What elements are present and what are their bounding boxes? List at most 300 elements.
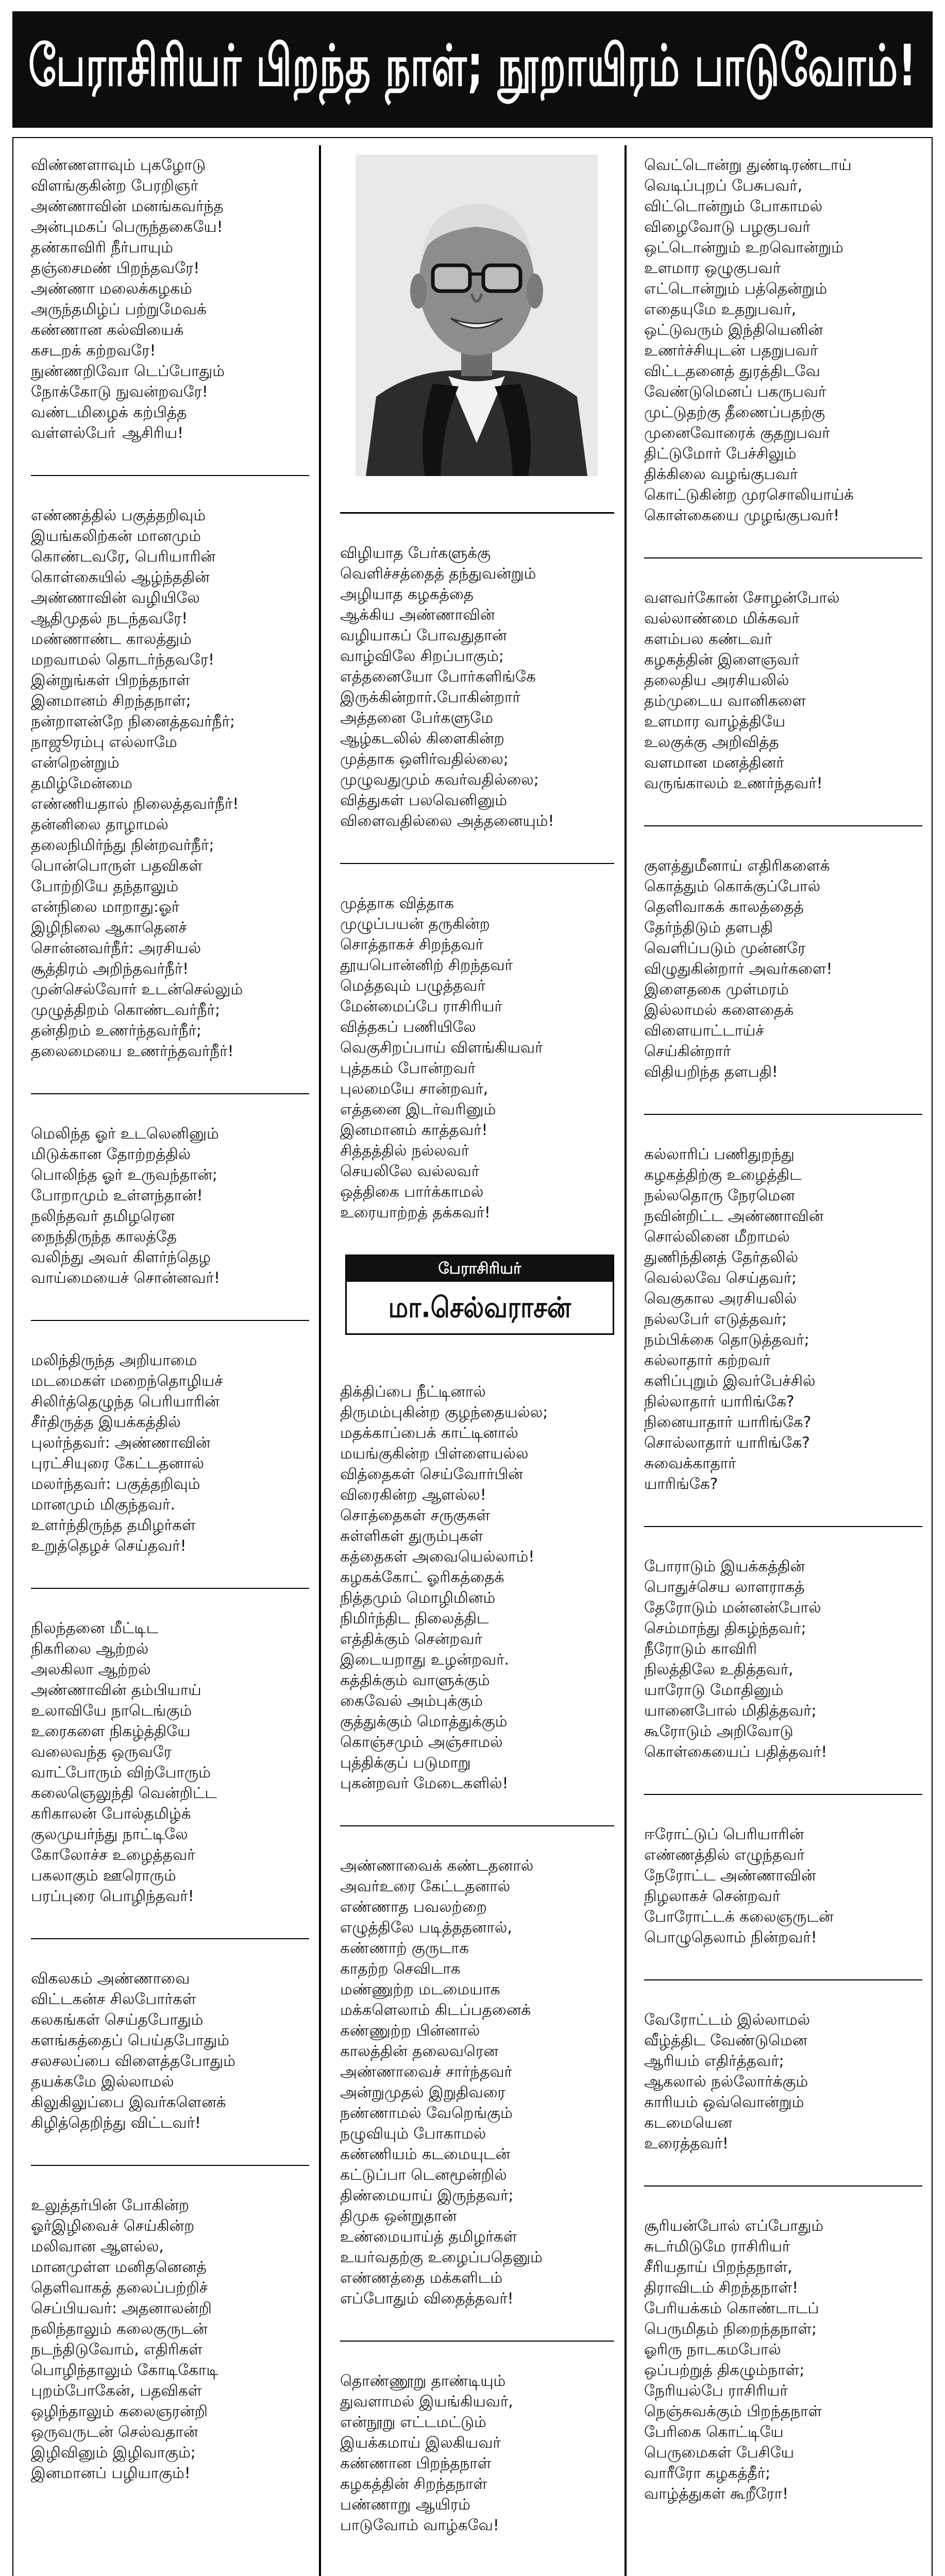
poem-line: புரட்சியுரை கேட்டதனால்	[31, 1454, 205, 1472]
poem-line: இன்றுங்கள் பிறந்தநாள்	[31, 671, 190, 689]
poem-line: போறாமும் உள்ளந்தான்!	[31, 1187, 203, 1204]
poem-line: உலாவியே நாடெங்கும்	[31, 1702, 192, 1719]
poem-line: அவர்உரை கேட்டதனால்	[340, 1877, 511, 1895]
poem-line: கொள்கையை முழங்குபவர்!	[644, 506, 840, 524]
poem-line: ஒட்டொன்றும் உறவொன்றும்	[644, 239, 843, 256]
poem-line: இனமானம் காத்தவர்!	[340, 1121, 488, 1139]
poem-line: தேரோடும் மன்னன்போல்	[644, 1599, 821, 1616]
poem-line: முன்செல்வோர் உடன்செல்லும்	[31, 980, 243, 998]
poem-line: நேரியல்பே ராசிரியர்	[644, 2382, 788, 2399]
poem-line: ஒழிந்தாலும் கலைஞரன்றி	[31, 2402, 208, 2420]
poem-line: முழுத்திறம் கொண்டவர்நீர்;	[31, 1001, 221, 1019]
poem-line: அழியாத கழகத்தை	[340, 585, 474, 603]
poem-stanza	[644, 1144, 922, 1494]
poem-line: கைவேல் அம்புக்கும்	[340, 1692, 483, 1709]
poem-line: சொத்தாகச் சிறந்தவர்	[340, 936, 484, 953]
poem-line: ஒத்திகை பார்க்காமல்	[340, 1183, 484, 1200]
poem-line: உலகுக்கு அறிவித்த	[644, 733, 779, 751]
poem-line: புகன்றவர் மேடைகளில்!	[340, 1774, 509, 1792]
poem-line: விட்டகன்ச சிலபோர்கள்	[31, 1990, 196, 2008]
poem-line: தெளிவாகத் தலைப்பற்றிச்	[31, 2279, 208, 2296]
poem-line: இயக்கமாய் இலகியவர்	[340, 2434, 501, 2451]
poem-line: வாய்மையைச் சொன்னவர்!	[31, 1269, 220, 1286]
poem-line: பகலாகும் ஊரொரும்	[31, 1867, 176, 1884]
poem-line: புத்தகம் போன்றவர்	[340, 1059, 476, 1077]
poem-line: நல்லதொரு நேரமென	[644, 1187, 795, 1204]
poem-line: சுள்ளிகள் துரும்புகள்	[340, 1527, 483, 1545]
poem-line: புத்திக்குப் படுமாறு	[340, 1754, 471, 1771]
poem-line: நிலந்தனை மீட்டிட	[31, 1619, 159, 1637]
poem-line: செயலிலே வல்லவர்	[340, 1162, 480, 1180]
poem-line: நாஜூரம்பு எல்லாமே	[31, 733, 177, 751]
poem-line: பாடுவோம் வாழ்கவே!	[340, 2516, 499, 2534]
poem-line: சூத்திரம் அறிந்தவர்நீர்!	[31, 960, 189, 977]
poem-line: சொல்லாதார் யாரிங்கே?	[644, 1434, 810, 1451]
poem-line: நன்றாளன்றே நினைத்தவர்நீர்;	[31, 713, 235, 730]
poem-stanza	[340, 1855, 614, 2309]
poem-line: களம்பல கண்டவர்	[644, 630, 772, 648]
stanza-separator	[644, 1979, 922, 1980]
poem-stanza	[340, 2370, 614, 2535]
poem-line: இனமானப் பழியாகும்!	[31, 2464, 191, 2482]
poem-line: உளமார வாழ்த்தியே	[644, 713, 786, 730]
poem-line: கொட்டுகின்ற முரசொலியாய்க்	[644, 486, 854, 503]
poem-line: பொழிந்தாலும் கோடிகோடி	[31, 2361, 218, 2379]
poem-line: நைந்திருந்த காலத்தே	[31, 1228, 177, 1245]
poem-line: விழுதுகின்றார் அவர்களை!	[644, 960, 833, 977]
poem-line: விட்டதனைத் துரத்திடவே	[644, 362, 820, 380]
poem-line: இளைதகை முள்மரம்	[644, 980, 789, 998]
poem-line: எண்ணியதால் நிலைத்தவர்நீர்!	[31, 795, 239, 812]
poem-line: கத்திக்கும் வாளுக்கும்	[340, 1671, 490, 1689]
poem-line: முழுப்பயன் தருகின்ற	[340, 915, 490, 933]
poem-line: வித்துகள் பலவெனினும்	[340, 791, 508, 809]
poem-line: யானைபோல் மிதித்தவர்;	[644, 1702, 817, 1719]
poem-line: நேரோட்ட அண்ணாவின்	[644, 1867, 816, 1884]
poem-line: என்றென்றும்	[31, 754, 120, 771]
poem-line: வலைவந்த ஒருவரே	[31, 1743, 172, 1760]
poem-stanza	[31, 505, 309, 1061]
author-portrait	[356, 155, 598, 476]
poem-line: தன்திறம் உணர்ந்தவர்நீர்;	[31, 1022, 201, 1039]
poem-line: நிலத்திலே உதித்தவர்,	[644, 1660, 794, 1678]
poem-line: சொன்னவர்நீர்: அரசியல்	[31, 939, 201, 957]
stanza-separator	[340, 1825, 614, 1826]
poem-line: எத்தனை இடர்வரினும்	[340, 1100, 496, 1118]
poem-line: வெடிப்புறப் பேசுபவர்,	[644, 177, 803, 194]
poem-line: வெகுசிறப்பாய் விளங்கியவர்	[340, 1039, 543, 1056]
poem-line: கட்டுப்பா டெனமூன்றில்	[340, 2166, 507, 2183]
poem-line: ஈரோட்டுப் பெரியாரின்	[644, 1825, 804, 1843]
poem-line: அண்ணாவின் மனங்கவர்ந்த	[31, 197, 224, 215]
poem-line: மதக்காப்பைக் காட்டினால்	[340, 1424, 518, 1442]
poem-line: கொள்கையில் ஆழ்ந்ததின்	[31, 568, 210, 586]
poem-line: மானமும் மிகுந்தவர்.	[31, 1496, 175, 1513]
poem-line: புறம்போகேன், பதவிகள்	[31, 2382, 202, 2399]
stanza-separator	[31, 475, 309, 476]
poem-line: இல்லாமல் களைதைக்	[644, 1001, 794, 1019]
poem-line: தம்முடைய வானிகளை	[644, 692, 806, 709]
title-banner	[12, 11, 933, 128]
poem-line: நெஞ்சுவக்கும் பிறந்தநாள்	[644, 2402, 822, 2420]
poem-line: பண்ணாறு ஆயிரம்	[340, 2496, 471, 2513]
poem-line: சொல்லினை மீறாமல்	[644, 1228, 790, 1245]
poem-line: எட்டொன்றும் பத்தென்றும்	[644, 280, 828, 297]
poem-stanza	[31, 1350, 309, 1556]
poem-line: வெல்லவே செய்தவர்;	[644, 1269, 797, 1286]
poem-line: நம்பிக்கை தொடுத்தவர்;	[644, 1331, 809, 1348]
poem-line: மறவாமல் தொடர்ந்தவரே!	[31, 651, 214, 668]
poem-line: சித்தத்தில் நல்லவர்	[340, 1142, 469, 1159]
poem-line: எதையுமே உதறுபவர்,	[644, 300, 797, 318]
poem-line: தமிழ்மேன்மை	[31, 774, 132, 792]
poem-line: விகலகம் அண்ணாவை	[31, 1970, 190, 1987]
poem-stanza	[31, 2195, 309, 2483]
poem-line: வெட்டொன்று துண்டிரண்டாய்	[644, 156, 852, 174]
poem-line: தெளிவாகக் காலத்தைத்	[644, 898, 804, 916]
poem-line: கசடறக் கற்றவரே!	[31, 342, 156, 359]
poem-line: எத்தனையோ போர்களிங்கே	[340, 668, 536, 685]
poem-line: ஒட்டுவரும் இந்தியெனின்	[644, 321, 823, 338]
poem-line: உணர்ச்சியுடன் பதறுபவர்	[644, 342, 818, 359]
stanza-separator	[340, 863, 614, 864]
poem-line: நலிந்தவர் தமிழரென	[31, 1207, 175, 1225]
poem-line: சிலிர்த்தெழுந்த பெரியாரின்	[31, 1393, 220, 1410]
poem-line: விதியறிந்த தளபதி!	[644, 1063, 778, 1080]
poem-stanza	[644, 155, 922, 526]
poem-line: வளவர்கோன் சோழன்போல்	[644, 589, 840, 606]
poem-line: பொழுதெலாம் நின்றவர்!	[644, 1928, 817, 1946]
poem-line: எண்ணத்தை மக்களிடம்	[340, 2269, 503, 2286]
portrait-illustration	[356, 155, 598, 476]
poem-line: சூரியன்போல் எப்போதும்	[644, 2217, 824, 2234]
stanza-separator	[644, 1526, 922, 1527]
poem-line: விழைவோடு பழகுபவர்	[644, 218, 811, 235]
poem-column-2	[340, 155, 614, 2567]
poem-line: மெத்தவும் பழுத்தவர்	[340, 977, 486, 994]
poem-line: பொலிந்த ஓர் உருவந்தான்;	[31, 1166, 217, 1183]
poem-line: சீரியதாய் பிறந்தநாள்,	[644, 2258, 792, 2276]
poem-line: ஒருவருடன் செல்வதான்	[31, 2423, 198, 2441]
byline-role: பேராசிரியர்	[347, 1256, 613, 1282]
poem-line: வருங்காலம் உணர்ந்தவர்!	[644, 774, 823, 792]
poem-line: துணிந்தினத் தேர்தலில்	[644, 1248, 799, 1266]
poem-line: போராடும் இயக்கத்தின்	[644, 1557, 805, 1575]
poem-line: அன்றுமுதல் இறுதிவரை	[340, 2083, 505, 2101]
poem-line: தூயபொன்னிற் சிறந்தவர்	[340, 956, 513, 974]
poem-line: செம்மாந்து திகழ்ந்தவர்;	[644, 1619, 806, 1637]
poem-line: சீர்திருத்த இயக்கத்தில்	[31, 1413, 181, 1431]
poem-line: பொதுச்செய லாளராகத்	[644, 1578, 805, 1596]
poem-line: மக்களெலாம் கிடப்பதனைக்	[340, 2001, 531, 2019]
poem-line: விளையாட்டாய்ச்	[644, 1022, 764, 1039]
poem-line: பெருமைகள் பேசியே	[644, 2444, 795, 2461]
poem-line: கலைஞெலுந்தி வென்றிட்ட	[31, 1784, 217, 1802]
poem-line: இழிநிலை ஆகாதெனச்	[31, 919, 187, 936]
poem-column-1	[31, 155, 309, 2515]
stanza-separator	[31, 1588, 309, 1589]
poem-line: கண்ணியம் கடமையுடன்	[340, 2145, 511, 2163]
separator-rule	[340, 512, 614, 514]
poem-line: வலிந்து அவர் கிளர்ந்தெழ	[31, 1248, 211, 1266]
poem-line: எழுத்திலே படித்ததனால்,	[340, 1919, 512, 1936]
poem-line: யாரிங்கே?	[644, 1475, 718, 1493]
byline-name: மா.செல்வராசன்	[388, 1291, 571, 1325]
poem-line: இனமானம் சிறந்தநாள்;	[31, 692, 191, 709]
poem-line: ஆகலால் நல்லோர்க்கும்	[644, 2073, 808, 2090]
poem-column-2-bottom	[340, 1381, 614, 2535]
poem-line: பேரியக்கம் கொண்டாடப்	[644, 2299, 819, 2317]
poem-line: ஆரியம் எதிர்த்தவர்;	[644, 2052, 784, 2070]
poem-line: மண்ணுற்ற மடமையாக	[340, 1980, 500, 1998]
poem-line: மண்ணாண்ட காலத்தும்	[31, 630, 192, 648]
poem-stanza	[644, 2215, 922, 2504]
poem-line: மெலிந்த ஓர் உடலெனினும்	[31, 1125, 219, 1142]
poem-line: முத்தாக ஒளிர்வதில்லை;	[340, 750, 509, 768]
poem-line: கொள்கையைப் பதித்தவர்!	[644, 1743, 828, 1760]
poem-line: கண்ணான கல்வியைக்	[31, 321, 184, 338]
poem-line: விளைவதில்லை அத்தனையும்!	[340, 812, 554, 829]
poem-line: எப்போதும் விதைத்தவர்!	[340, 2290, 514, 2307]
poem-line: நுண்ணறிவோ டெப்போதும்	[31, 362, 225, 380]
poem-line: குலமுயர்ந்து நாட்டிலே	[31, 1825, 188, 1843]
poem-line: சுவைக்காதார்	[644, 1454, 736, 1472]
poem-line: திக்திப்பை நீட்டினால்	[340, 1383, 486, 1400]
poem-line: கழகத்திற்கு உழைத்திட	[644, 1166, 802, 1183]
poem-line: வீழ்த்திட வேண்டுமென	[644, 2031, 807, 2049]
poem-line: தலைதிய அரசியலில்	[644, 671, 789, 689]
poem-line: உண்மையாய்த் தமிழர்கள்	[340, 2228, 517, 2245]
poem-line: நில்லாதார் யாரிங்கே?	[644, 1393, 795, 1410]
poem-line: குளத்துமீனாய் எதிரிகளைக்	[644, 857, 830, 874]
poem-stanza	[31, 1968, 309, 2133]
stanza-separator	[31, 2165, 309, 2166]
poem-line: வேண்டுமெனப் பகருபவர்	[644, 383, 826, 400]
poem-line: கோலோச்ச உழைத்தவர்	[31, 1846, 195, 1863]
poem-line: களிப்புறும் இவர்பேச்சில்	[644, 1372, 816, 1389]
poem-line: திக்கிலை வழங்குபவர்	[644, 465, 798, 483]
poem-line: அண்ணாவின் வழியிலே	[31, 589, 200, 606]
poem-line: ஓர்இழிவைச் செய்கின்ற	[31, 2217, 195, 2234]
poem-line: சொத்தைகள் சருகுகள்	[340, 1506, 491, 1524]
poem-line: அன்புமகப் பெருந்தகையே!	[31, 218, 223, 235]
poem-line: களங்கத்தைப் பெய்தபோதும்	[31, 2031, 229, 2049]
poem-line: நண்ணாமல் வேறெங்கும்	[340, 2104, 513, 2122]
poem-line: கண்ணான பிறந்தநாள்	[340, 2454, 492, 2472]
poem-line: துவளாமல் இயங்கியவர்,	[340, 2393, 513, 2410]
poem-line: வழியாகப் போவதுதான்	[340, 626, 507, 644]
poem-line: அருந்தமிழ்ப் பற்றுமேவக்	[31, 300, 207, 318]
poem-line: மலர்ந்தவர்: பகுத்தறிவும்	[31, 1475, 200, 1493]
poem-line: விளங்குகின்ற பேரறிஞர்	[31, 177, 198, 194]
poem-line: ஆதிமுதல் நடந்தவரே!	[31, 609, 188, 627]
poem-line: காலத்தின் தலைவரென	[340, 2042, 498, 2060]
poem-line: இருக்கின்றார்.போகின்றார்	[340, 688, 520, 706]
poem-line: வேரோட்டம் இல்லாமல்	[644, 2011, 811, 2028]
poem-line: மலிந்திருந்த அறியாமை	[31, 1351, 197, 1369]
poem-line: நழுவியும் போகாமல்	[340, 2125, 486, 2142]
poem-line: விண்ணளாவும் புகழோடு	[31, 156, 206, 174]
poem-stanza	[644, 1824, 922, 1947]
poem-line: உளர்ந்திருந்த தமிழர்கள்	[31, 1516, 196, 1534]
poem-line: உரைத்தவர்!	[644, 2134, 729, 2152]
poem-line: நவின்றிட்ட அண்ணாவின்	[644, 1207, 824, 1225]
poem-line: இழிவினும் இழிவாகும்;	[31, 2444, 196, 2461]
poem-stanza	[31, 155, 309, 443]
poem-line: கத்தைகள் அவையெல்லாம்!	[340, 1548, 535, 1565]
poem-line: நலிந்தாலும் கலைகுருடன்	[31, 2320, 208, 2337]
poem-line: திராவிடம் சிறந்தநாள்!	[644, 2279, 799, 2296]
poem-line: போரோட்டக் கலைஞருடன்	[644, 1908, 834, 1925]
poem-line: நித்தமும் மொழிமினம்	[340, 1589, 496, 1606]
poem-line: மலிவான ஆளல்ல,	[31, 2238, 164, 2255]
poem-line: ஒப்பற்றுத் திகழும்நாள்;	[644, 2361, 805, 2379]
poem-line: முழுவதுமும் கவர்வதில்லை;	[340, 771, 539, 788]
poem-line: விட்டொன்றும் போகாமல்	[644, 197, 823, 215]
poem-line: தண்காவிரி நீர்பாயும்	[31, 239, 173, 256]
poem-line: போற்றியே தந்தாலும்	[31, 877, 179, 895]
poem-line: முத்தாக வித்தாக	[340, 894, 454, 912]
poem-line: தொண்ணூறு தாண்டியும்	[340, 2372, 506, 2389]
poem-line: விழியாத பேர்களுக்கு	[340, 544, 491, 562]
stanza-separator	[644, 825, 922, 826]
poem-column-3	[644, 155, 922, 2536]
stanza-separator	[644, 2185, 922, 2187]
poem-line: அண்ணாவின் தம்பியாய்	[31, 1681, 201, 1699]
column-divider	[319, 145, 321, 2576]
poem-line: காரியம் ஒவ்வொன்றும்	[644, 2093, 804, 2111]
poem-line: உறுத்தெழச் செய்தவர்!	[31, 1537, 187, 1554]
poem-line: கழகத்தின் இளைஞவர்	[644, 651, 800, 668]
poem-stanza	[340, 1381, 614, 1793]
poem-line: ஆழ்கடலில் கிளைகின்ற	[340, 730, 504, 747]
poem-line: பெருமிதம் நிறைந்தநாள்;	[644, 2320, 817, 2337]
poem-line: ஓரிரு நாடகமபோல்	[644, 2341, 781, 2358]
poem-line: அண்ணா மலைக்கழகம்	[31, 280, 192, 297]
poem-line: வாட்போரும் விற்போரும்	[31, 1764, 211, 1781]
author-byline	[345, 1255, 614, 1335]
poem-line: மிடுக்கான தோற்றத்தில்	[31, 1145, 191, 1163]
column-divider	[625, 145, 627, 2576]
poem-line: மேன்மைப்பே ராசிரியர்	[340, 997, 502, 1015]
poem-line: என்நிலை மாறாது:ஓர்	[31, 898, 180, 916]
poem-line: தலைமையை உணர்ந்தவர்நீர்!	[31, 1042, 234, 1060]
poem-stanza	[644, 587, 922, 793]
poem-line: செப்பியவர்: அதனாலன்றி	[31, 2299, 212, 2317]
poem-line: எண்ணத்தில் பகுத்தறிவும்	[31, 506, 206, 524]
poem-line: கொண்டவரே, பெரியாரின்	[31, 548, 216, 565]
poem-line: உலுத்தர்பின் போகின்ற	[31, 2196, 190, 2214]
poem-line: தஞ்சைமண் பிறந்தவரே!	[31, 259, 200, 277]
poem-line: கூரோடும் அறிவோடு	[644, 1722, 794, 1740]
poem-line: செய்கின்றார்	[644, 1042, 731, 1060]
poem-line: கண்ணுற்ற பின்னால்	[340, 2022, 480, 2039]
poem-line: நிகரிலை ஆற்றல்	[31, 1640, 149, 1657]
poem-line: விரைகின்ற ஆளல்ல!	[340, 1486, 486, 1503]
poem-line: கல்லாரிப் பணிதுறந்து	[644, 1145, 795, 1163]
poem-line: தயக்கமே இல்லாமல்	[31, 2073, 174, 2090]
poem-line: இடையறாது உழன்றவர்.	[340, 1651, 510, 1668]
poem-line: வெகுகால அரசியலில்	[644, 1290, 797, 1307]
poem-line: வாழ்த்துகள் கூறீரோ!	[644, 2485, 789, 2502]
poem-line: சுடர்மிடுமே ராசிரியர்	[644, 2238, 790, 2255]
poem-line: கடமையென	[644, 2114, 732, 2131]
poem-line: உரைகளை நிகழ்த்தியே	[31, 1722, 191, 1740]
poem-line: வாரீரோ கழகத்தீர்;	[644, 2464, 771, 2482]
poem-line: அலகிலா ஆற்றல்	[31, 1660, 151, 1678]
poem-line: எத்திக்கும் சென்றவர்	[340, 1630, 483, 1648]
poem-line: குத்துக்கும் மொத்துக்கும்	[340, 1713, 508, 1730]
poem-stanza	[340, 893, 614, 1223]
poem-line: வெளிச்சத்தைத் தந்துவன்றும்	[340, 565, 536, 582]
poem-stanza	[31, 1123, 309, 1288]
stanza-separator	[644, 557, 922, 558]
stanza-separator	[644, 1794, 922, 1795]
poem-line: நிமிர்ந்திட நிலைத்திட	[340, 1609, 489, 1627]
poem-line: காதற்ற செவிடாக	[340, 1960, 461, 1977]
poem-line: புலர்ந்தவர்: அண்ணாவின்	[31, 1434, 211, 1451]
poem-line: என்நூறு எட்டமட்டும்	[340, 2413, 486, 2431]
poem-column-2-top	[340, 543, 614, 1223]
poem-line: திமுக ஒன்றுதான்	[340, 2207, 457, 2225]
poem-line: அண்ணாவைக் கண்டதனால்	[340, 1857, 534, 1874]
poem-line: வித்தைகள் செய்வோர்பின்	[340, 1465, 523, 1483]
poem-line: கிழித்தெறிந்து விட்டவர்!	[31, 2114, 201, 2131]
poem-line: தன்னிலை தாழாமல்	[31, 816, 168, 833]
poem-line: நல்லபேர் எடுத்தவர்;	[644, 1310, 787, 1328]
poem-line: வல்லாண்மை மிக்கவர்	[644, 609, 800, 627]
poem-line: திண்மையாய் இருந்தவர்;	[340, 2187, 514, 2204]
poem-line: கழகக்கோட் ஓரிகத்தைக்	[340, 1568, 504, 1586]
stanza-separator	[644, 1114, 922, 1115]
poem-line: புலமையே சான்றவர்,	[340, 1080, 488, 1097]
poem-line: எண்ணத்தில் எழுந்தவர்	[644, 1846, 805, 1863]
poem-line: வள்ளல்போ் ஆசிரிய!	[31, 424, 184, 442]
poem-stanza	[31, 1618, 309, 1906]
poem-line: உரையாற்றத் தக்கவர்!	[340, 1204, 491, 1221]
poem-line: இயங்கலிற்கன் மானமும்	[31, 527, 201, 545]
poem-line: நிழலாகச் சென்றவர்	[644, 1887, 781, 1905]
poem-line: மயங்குகின்ற பிள்ளையல்ல	[340, 1445, 529, 1462]
poem-line: வளமான மனத்தினர்	[644, 754, 784, 771]
poem-line: வாழ்விலே சிறப்பாகும்;	[340, 647, 504, 665]
poem-stanza	[340, 543, 614, 831]
poem-line: ஆக்கிய அண்ணாவின்	[340, 606, 495, 623]
poem-stanza	[644, 1556, 922, 1762]
poem-line: எண்ணாத பவலற்றை	[340, 1898, 487, 1916]
poem-line: உளமார ஒழுகுபவர்	[644, 259, 781, 277]
poem-line: தேர்ந்திடும் தளபதி	[644, 919, 773, 936]
poem-line: மடமைகள் மறைந்தொழியச்	[31, 1372, 223, 1389]
poem-line: அத்தனை பேர்களுமே	[340, 709, 494, 726]
poem-line: நோக்கோடு நுவன்றவரே!	[31, 383, 208, 400]
poem-line: பரப்புரை பொழிந்தவர்!	[31, 1887, 194, 1905]
poem-line: நினையாதார் யாரிங்கே?	[644, 1413, 812, 1431]
poem-stanza	[644, 2009, 922, 2154]
poem-line: முனைவோரைக் குதறுபவர்	[644, 424, 830, 442]
poem-line: முட்டுதற்கு தீணைப்பதற்கு	[644, 403, 825, 421]
stanza-separator	[31, 1938, 309, 1939]
poem-line: கொஞ்சமும் அஞ்சாமல்	[340, 1733, 503, 1751]
poem-line: வண்டமிழைக் கற்பித்த	[31, 403, 187, 421]
poem-line: கரிகாலன் போல்தமிழ்க்	[31, 1805, 191, 1822]
poem-line: கொத்தும் கொக்குப்போல்	[644, 877, 821, 895]
poem-line: தலைநிமிர்ந்து நின்றவர்நீர்;	[31, 836, 214, 854]
poem-line: கண்ணாற் குருடாக	[340, 1939, 469, 1957]
poem-line: உயர்வதற்கு உழைப்பதெனும்	[340, 2248, 543, 2266]
stanza-separator	[31, 1320, 309, 1321]
poem-line: யாரோடு மோதினும்	[644, 1681, 784, 1699]
